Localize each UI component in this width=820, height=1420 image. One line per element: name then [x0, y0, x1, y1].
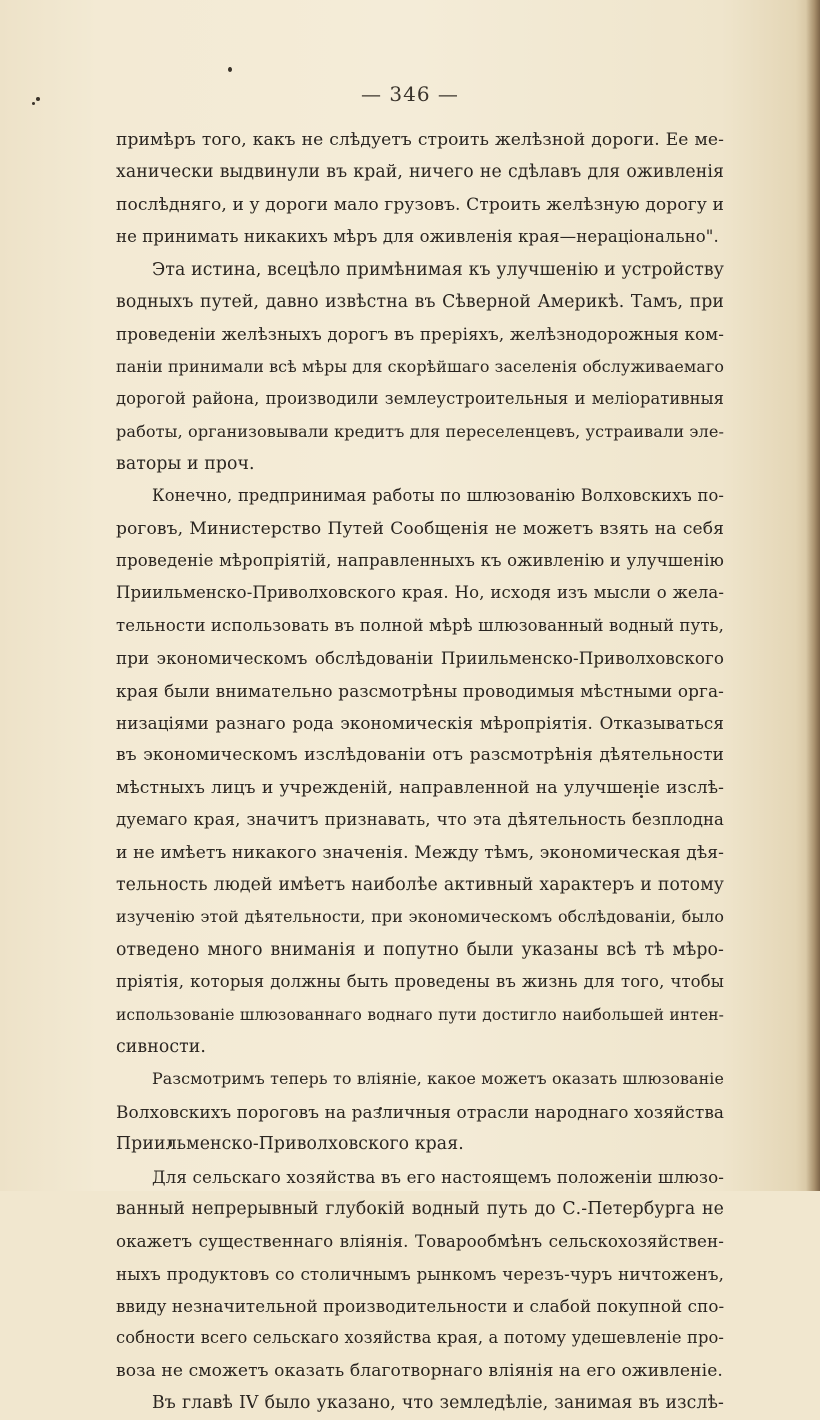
text-line: Конечно, предпринимая работы по шлюзованію Волховскихъ по- — [152, 486, 724, 506]
ink-speck — [228, 67, 232, 72]
text-line: ныхъ продуктовъ со столичнымъ рынкомъ черезъ-чуръ ничтоженъ, — [116, 1263, 724, 1284]
text-line: окажетъ существеннаго вліянія. Товарообмѣнъ сельскохозяйствен- — [116, 1231, 724, 1252]
text-line: ханически выдвинули въ край, ничего не сдѣлавъ для оживленія — [116, 162, 724, 183]
text-line: дуемаго края, значитъ признавать, что эта дѣятельность безплодна — [116, 810, 724, 830]
ink-speck — [32, 102, 35, 105]
text-line: собности всего сельскаго хозяйства края, а потому удешевленіе про- — [116, 1328, 724, 1348]
text-line: Волховскихъ пороговъ на различныя отрасли народнаго хозяйства — [116, 1101, 724, 1122]
text-line: проведеніе мѣропріятій, направленныхъ къ оживленію и улучшенію — [116, 551, 724, 571]
text-line: мѣстныхъ лицъ и учрежденій, направленной на улучшеніе изслѣ- — [116, 777, 724, 798]
text-line: примѣръ того, какъ не слѣдуетъ строить желѣзной дороги. Ее ме- — [116, 130, 724, 150]
page-edge-shadow — [806, 0, 820, 1191]
ink-speck — [36, 97, 40, 101]
text-line: Для сельскаго хозяйства въ его настоящемъ положеніи шлюзо- — [152, 1166, 724, 1187]
page-number: — 346 — — [361, 82, 459, 106]
text-line: при экономическомъ обслѣдованіи Приильменско-Приволховского — [116, 648, 724, 669]
text-line: ваторы и проч. — [116, 453, 255, 474]
text-line: не принимать никакихъ мѣръ для оживленія края—нераціонально". — [116, 227, 719, 247]
text-line: пріятія, которыя должны быть проведены въ жизнь для того, чтобы — [116, 972, 724, 992]
text-line: изученію этой дѣятельности, при экономическомъ обслѣдованіи, было — [116, 907, 724, 927]
text-line: Приильменско-Приволховского края. — [116, 1134, 464, 1155]
text-line: паніи принимали всѣ мѣры для скорѣйшаго заселенія обслуживаемаго — [116, 356, 724, 376]
text-line: края были внимательно разсмотрѣны проводимыя мѣстными орга- — [116, 680, 724, 701]
text-line: воза не сможетъ оказать благотворнаго вліянія на его оживленіе. — [116, 1360, 723, 1381]
text-line: Разсмотримъ теперь то вліяніе, какое можетъ оказать шлюзованіе — [152, 1069, 724, 1089]
text-line: дорогой района, производили землеустроительныя и меліоративныя — [116, 389, 724, 409]
text-line: проведеніи желѣзныхъ дорогъ въ преріяхъ, желѣзнодорожныя ком- — [116, 324, 724, 345]
text-line: сивности. — [116, 1036, 206, 1057]
text-line: водныхъ путей, давно извѣстна въ Сѣверной Америкѣ. Тамъ, при — [116, 291, 724, 312]
text-line: работы, организовывали кредитъ для переселенцевъ, устраивали эле- — [116, 421, 724, 441]
body-text — [116, 124, 724, 1420]
text-line: низаціями разнаго рода экономическія мѣропріятія. Отказываться — [116, 713, 724, 734]
text-line: роговъ, Министерство Путей Сообщенія не можетъ взять на себя — [116, 518, 724, 539]
text-line: Эта истина, всецѣло примѣнимая къ улучшенію и устройству — [152, 259, 724, 280]
text-line: тельности использовать въ полной мѣрѣ шлюзованный водный путь, — [116, 615, 724, 635]
text-line: отведено много вниманія и попутно были указаны всѣ тѣ мѣро- — [116, 939, 724, 960]
text-line: Въ главѣ IV было указано, что земледѣліе, занимая въ изслѣ- — [152, 1393, 724, 1414]
text-line: ввиду незначительной производительности и слабой покупной спо- — [116, 1296, 724, 1317]
text-line: въ экономическомъ изслѣдованіи отъ разсмотрѣнія дѣятельности — [116, 745, 724, 766]
text-line: послѣдняго, и у дороги мало грузовъ. Строить желѣзную дорогу и — [116, 194, 724, 215]
text-line: использованіе шлюзованнаго воднаго пути достигло наибольшей интен- — [116, 1005, 724, 1024]
text-line: и не имѣетъ никакого значенія. Между тѣмъ, экономическая дѣя- — [116, 842, 724, 863]
text-line: ванный непрерывный глубокій водный путь до С.-Петербурга не — [116, 1198, 724, 1219]
text-line: тельность людей имѣетъ наиболѣе активный характеръ и потому — [116, 874, 724, 895]
text-line: Приильменско-Приволховского края. Но, исходя изъ мысли о жела- — [116, 583, 724, 603]
